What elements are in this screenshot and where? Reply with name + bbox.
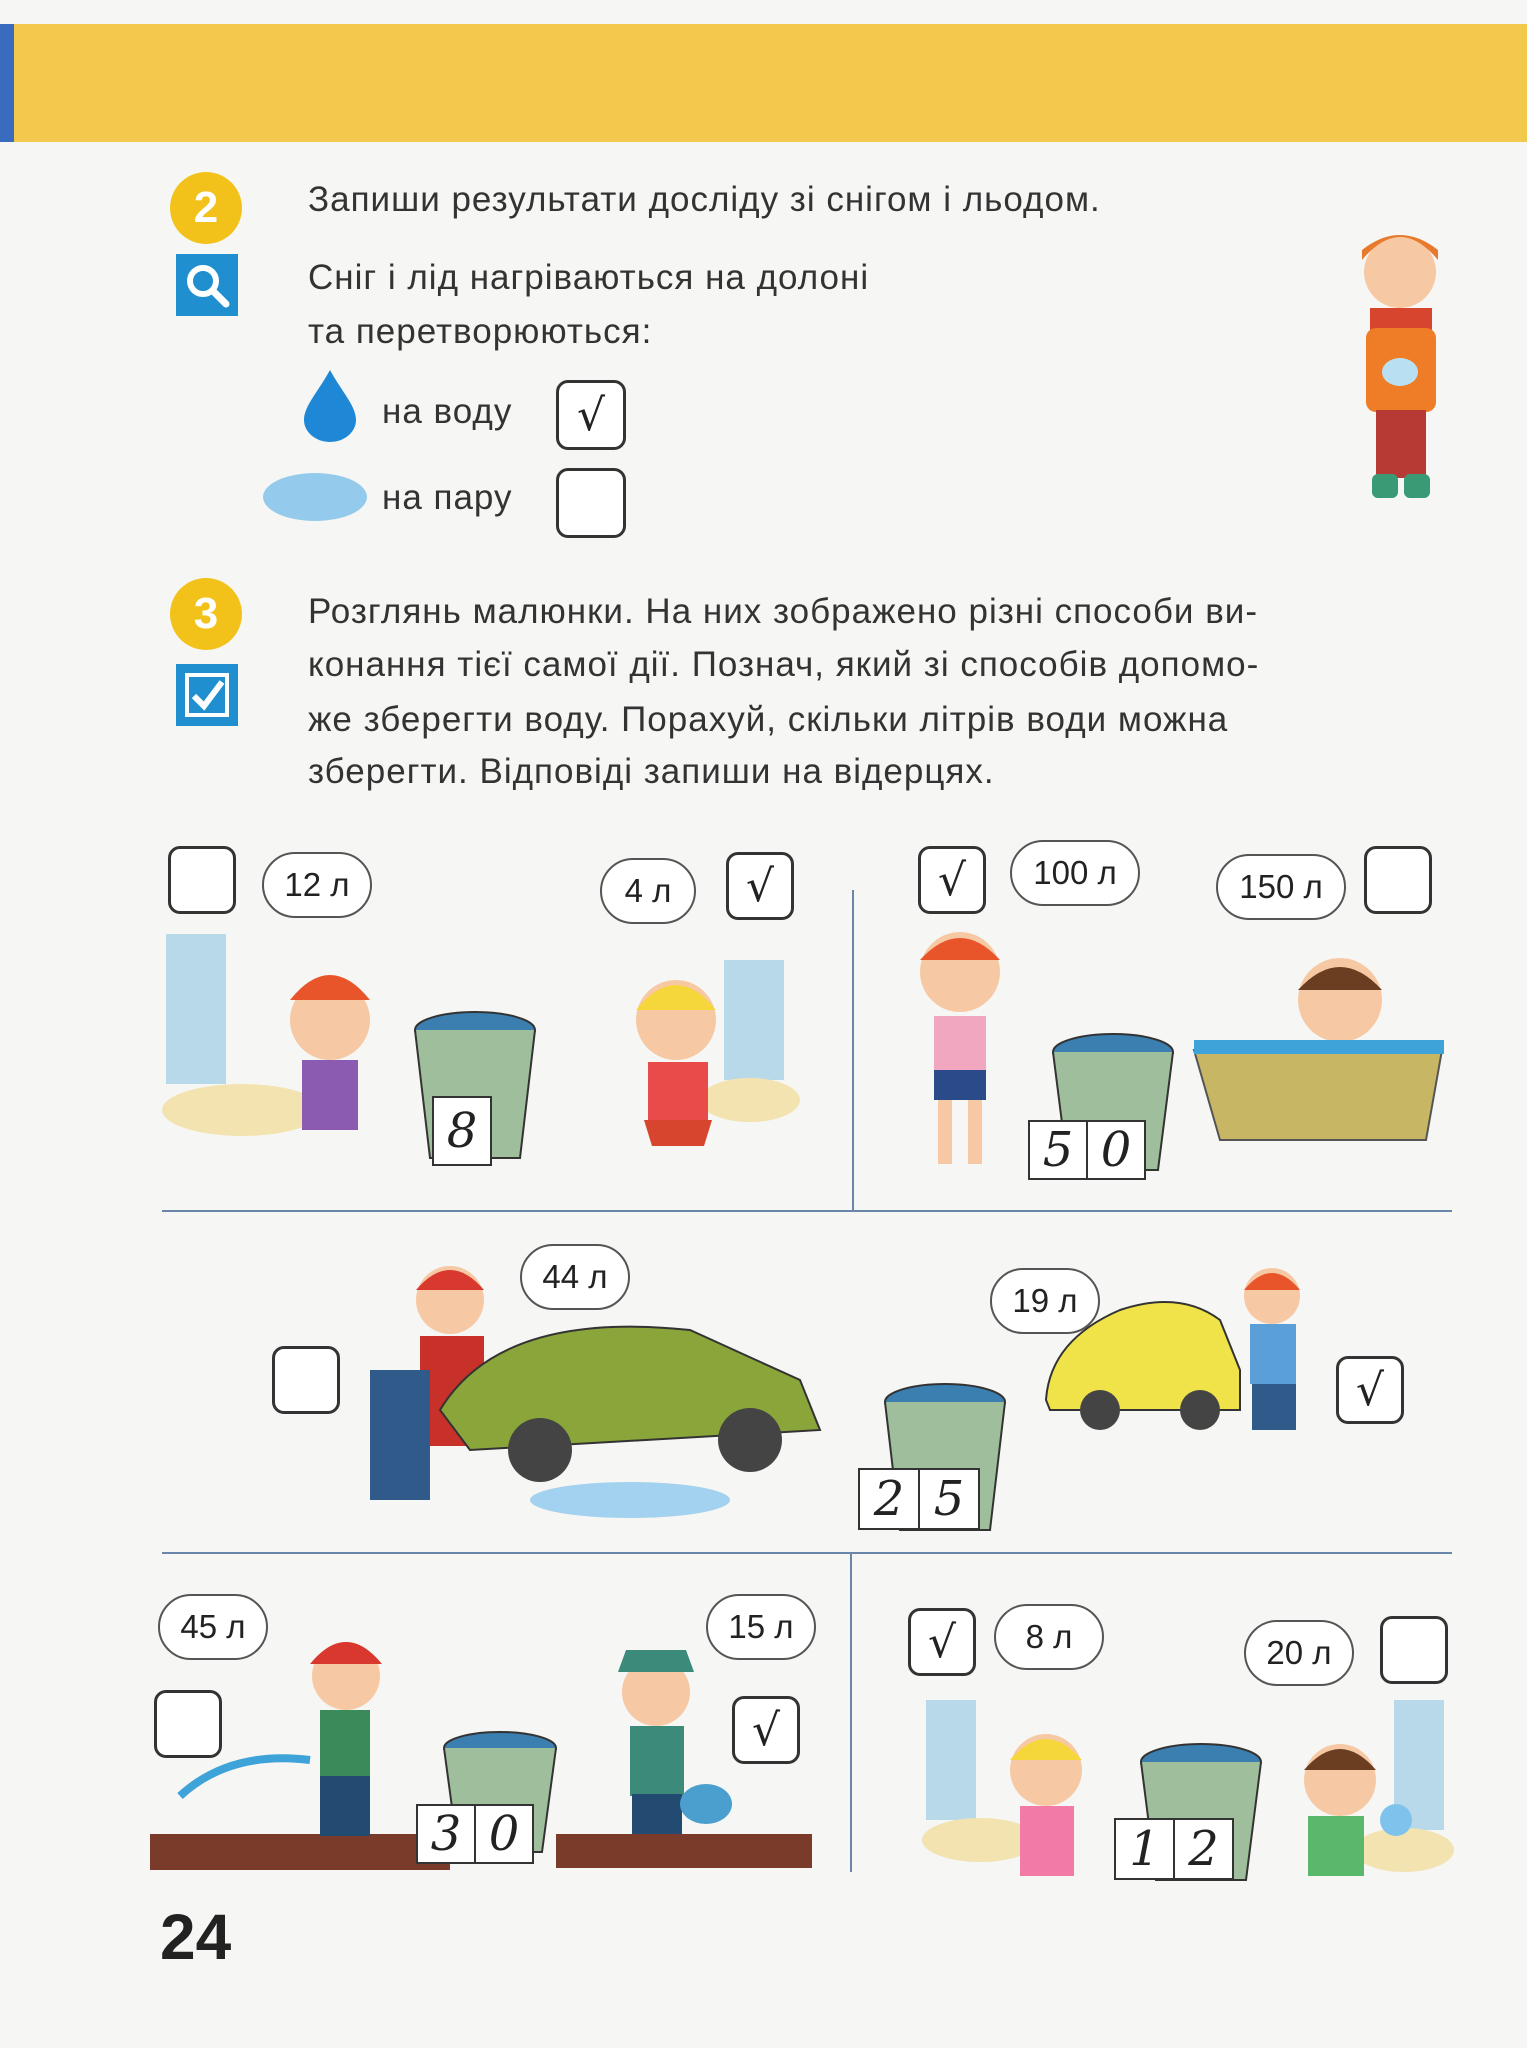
scene-3-left-amount: 44 л (520, 1244, 630, 1310)
scene-2-saved-answer[interactable] (1028, 1120, 1146, 1180)
scene-1-saved-digit-1: 8 (446, 1103, 478, 1159)
task-2-number: 2 (170, 172, 242, 244)
scene-2-left-checkbox[interactable]: √ (918, 846, 986, 914)
scene-2-saved-digit-1: 5 (1030, 1122, 1088, 1178)
scene-5-saved-answer[interactable] (1114, 1818, 1234, 1880)
scene-5-right-checkbox[interactable] (1380, 1616, 1448, 1684)
option-steam-label: на пару (382, 478, 513, 517)
scene-5-saved-digit-2: 2 (1188, 1821, 1219, 1877)
option-steam-checkbox[interactable] (556, 468, 626, 538)
scene-5-left-amount: 8 л (994, 1604, 1104, 1670)
scene-2-right-checkbox[interactable] (1364, 846, 1432, 914)
scene-2-saved-digit-2: 0 (1100, 1122, 1132, 1178)
scene-4-right-checkbox[interactable]: √ (732, 1696, 800, 1764)
girl-shower-illustration (900, 920, 1020, 1170)
task-2-line-1: Сніг і лід нагріваються на долоні (308, 258, 870, 297)
man-washing-car-illustration (330, 1250, 830, 1530)
scene-3-right-checkbox[interactable]: √ (1336, 1356, 1404, 1424)
scene-4-saved-digit-2: 0 (488, 1806, 520, 1862)
task-3-line-2: конання тієї самої дії. Познач, який зі способів допомо- (308, 645, 1260, 684)
checkbox-icon (176, 664, 238, 726)
binding-strip (0, 24, 14, 142)
scene-4-right-amount: 15 л (706, 1594, 816, 1660)
girl-brushing-illustration (600, 950, 790, 1150)
magnifier-icon (176, 254, 238, 316)
steam-cloud-icon (262, 470, 368, 524)
task-3-line-3: же зберегти воду. Порахуй, скільки літрів води можна (308, 700, 1229, 739)
scene-1-saved-answer[interactable] (432, 1096, 492, 1166)
scene-1-right-amount: 4 л (600, 858, 696, 924)
scene-2-right-amount: 150 л (1216, 854, 1346, 920)
scene-3-saved-answer[interactable] (858, 1468, 980, 1530)
divider-horizontal-2 (162, 1552, 1452, 1554)
scene-4-saved-digit-1: 3 (418, 1806, 476, 1862)
scene-4-saved-answer[interactable] (416, 1804, 534, 1864)
header-banner (0, 24, 1527, 142)
divider-vertical-bottom (850, 1552, 852, 1872)
scene-1-left-checkbox[interactable] (168, 846, 236, 914)
scene-1-left-amount: 12 л (262, 852, 372, 918)
scene-3-right-amount: 19 л (990, 1268, 1100, 1334)
boy-brushing-illustration (162, 930, 422, 1150)
boy-bath-illustration (1190, 940, 1450, 1170)
scene-5-right-amount: 20 л (1244, 1620, 1354, 1686)
option-water-checkbox[interactable]: √ (556, 380, 626, 450)
girl-watering-can-illustration (556, 1628, 816, 1868)
divider-horizontal-1 (162, 1210, 1452, 1212)
girl-washing-face-illustration (920, 1700, 1100, 1880)
task-3-line-4: зберегти. Відповіді запиши на відерцях. (308, 752, 995, 791)
scene-2-left-amount: 100 л (1010, 840, 1140, 906)
option-water-label: на воду (382, 392, 513, 431)
scene-5-saved-digit-1: 1 (1116, 1820, 1175, 1878)
page-number: 24 (160, 1901, 232, 1973)
boy-hose-illustration (150, 1620, 450, 1870)
task-3-line-1: Розглянь малюнки. На них зображено різні способи ви- (308, 592, 1259, 631)
water-drop-icon (300, 368, 360, 442)
scene-5-left-checkbox[interactable]: √ (908, 1608, 976, 1676)
scene-4-left-amount: 45 л (158, 1594, 268, 1660)
divider-vertical-top (852, 890, 854, 1210)
boy-with-snow-illustration (1340, 220, 1460, 510)
boy-washing-face-illustration (1284, 1700, 1454, 1880)
boy-washing-car-illustration (1040, 1260, 1320, 1440)
scene-1-right-checkbox[interactable]: √ (726, 852, 794, 920)
task-3-number: 3 (170, 578, 242, 650)
task-2-instruction: Запиши результати досліду зі снігом і льодом. (308, 180, 1101, 219)
scene-3-saved-digit-1: 2 (860, 1470, 920, 1528)
task-2-line-2: та перетворюються: (308, 312, 653, 351)
scene-3-saved-digit-2: 5 (933, 1471, 965, 1527)
